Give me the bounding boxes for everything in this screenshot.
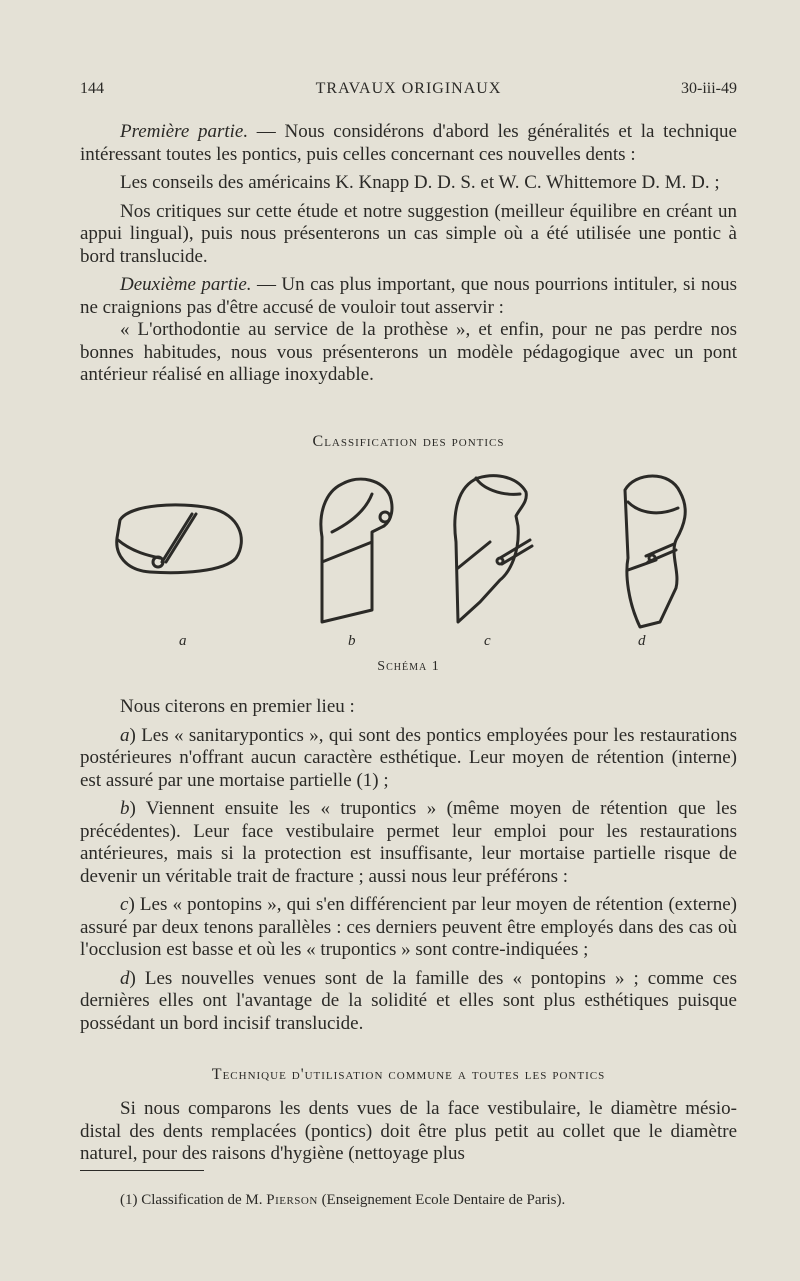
paragraph-item-d: d) Les nouvelles venues sont de la famille des « pontopins » ; comme ces dernières elles ont l'avantage de la solidité et elles sont plus esthétiques puisque possédant un bord incisif translucide. bbox=[80, 967, 737, 1034]
paragraph-conseils: Les conseils des américains K. Knapp D. D. S. et W. C. Whittemore D. M. D. ; bbox=[120, 172, 720, 193]
paragraph-item-c: c) Les « pontopins », qui s'en différencient par leur moyen de rétention (externe) assuré par deux tenons parallèles : ces derniers peuvent être employés dans des cas où l'occlusion est basse et où les « trupontics » sont contre-indiquées ; bbox=[80, 894, 737, 960]
figure-label-c: c bbox=[484, 633, 491, 649]
paragraph-item-b: b) Viennent ensuite les « trupontics » (même moyen de rétention que les précédentes). Leur face vestibulaire permet leur emploi pour les restaurations antérieures, mais si la protection est insuffisante, leur mortaise partielle risque de devenir un véritable trait de fracture ; aussi nous leur préférons : bbox=[80, 798, 737, 887]
figure-label-b: b bbox=[348, 633, 356, 649]
paragraph-orthodontie: « L'orthodontie au service de la prothèse », et enfin, pour ne pas perdre nos bonnes habitudes, nous vous présenterons un modèle pédagogique avec un pont antérieur réalisé en alliage inoxydable. bbox=[80, 319, 737, 385]
label-premiere-partie: Première partie. bbox=[120, 121, 249, 142]
paragraph-technique: Si nous comparons les dents vues de la face vestibulaire, le diamètre mésio-distal des dents remplacées (pontics) doit être plus petit au collet que le diamètre naturel, pour des raisons d'hygiène (nettoyage plus bbox=[80, 1098, 737, 1164]
pontic-c-drawing bbox=[455, 476, 532, 622]
paragraph-item-a: a) Les « sanitarypontics », qui sont des pontics employées pour les restaurations postérieures n'offrant aucun caractère esthétique. Leur moyen de rétention (interne) est assuré par une mortaise partielle (1) ; bbox=[80, 724, 737, 791]
figure-caption: Schéma 1 bbox=[377, 659, 440, 674]
classification-block bbox=[80, 696, 737, 1035]
label-deuxieme-partie: Deuxième partie. bbox=[120, 274, 252, 295]
paragraph-intro: Nous citerons en premier lieu : bbox=[120, 696, 355, 717]
paragraph-critiques: Nos critiques sur cette étude et notre suggestion (meilleur équilibre en créant un appui lingual), puis nous présenterons un cas simple où a été utilisée une pontic à bord translucide. bbox=[80, 200, 737, 267]
pontic-d-drawing bbox=[625, 476, 685, 627]
figure-label-a: a bbox=[179, 633, 187, 649]
footnote-rule bbox=[80, 1170, 204, 1171]
section-heading-classification: Classification des pontics bbox=[312, 433, 505, 450]
figure-label-d: d bbox=[638, 633, 646, 649]
pontic-a-drawing bbox=[117, 505, 242, 573]
paragraph-premiere-partie: Première partie. — Nous considérons d'abord les généralités et la technique intéressant toutes les pontics, puis celles concernant ces nouvelles dents : bbox=[80, 121, 737, 165]
issue-date: 30-iii-49 bbox=[681, 80, 737, 97]
intro-block bbox=[80, 121, 737, 387]
footnote-author: Pierson bbox=[266, 1192, 318, 1208]
footnote: (1) Classification de M. Pierson (Enseignement Ecole Dentaire de Paris). bbox=[120, 1192, 566, 1208]
running-title: TRAVAUX ORIGINAUX bbox=[315, 80, 502, 97]
pontics-figure bbox=[80, 462, 737, 632]
pontic-b-drawing bbox=[321, 479, 392, 622]
page-number: 144 bbox=[80, 80, 104, 97]
paragraph-deuxieme-partie: Deuxième partie. — Un cas plus important, que nous pourrions intituler, si nous ne craignions pas d'être accusé de vouloir tout asservir : bbox=[80, 274, 737, 318]
section-heading-technique: Technique d'utilisation commune a toutes les pontics bbox=[211, 1066, 606, 1083]
technique-block bbox=[80, 1098, 737, 1166]
